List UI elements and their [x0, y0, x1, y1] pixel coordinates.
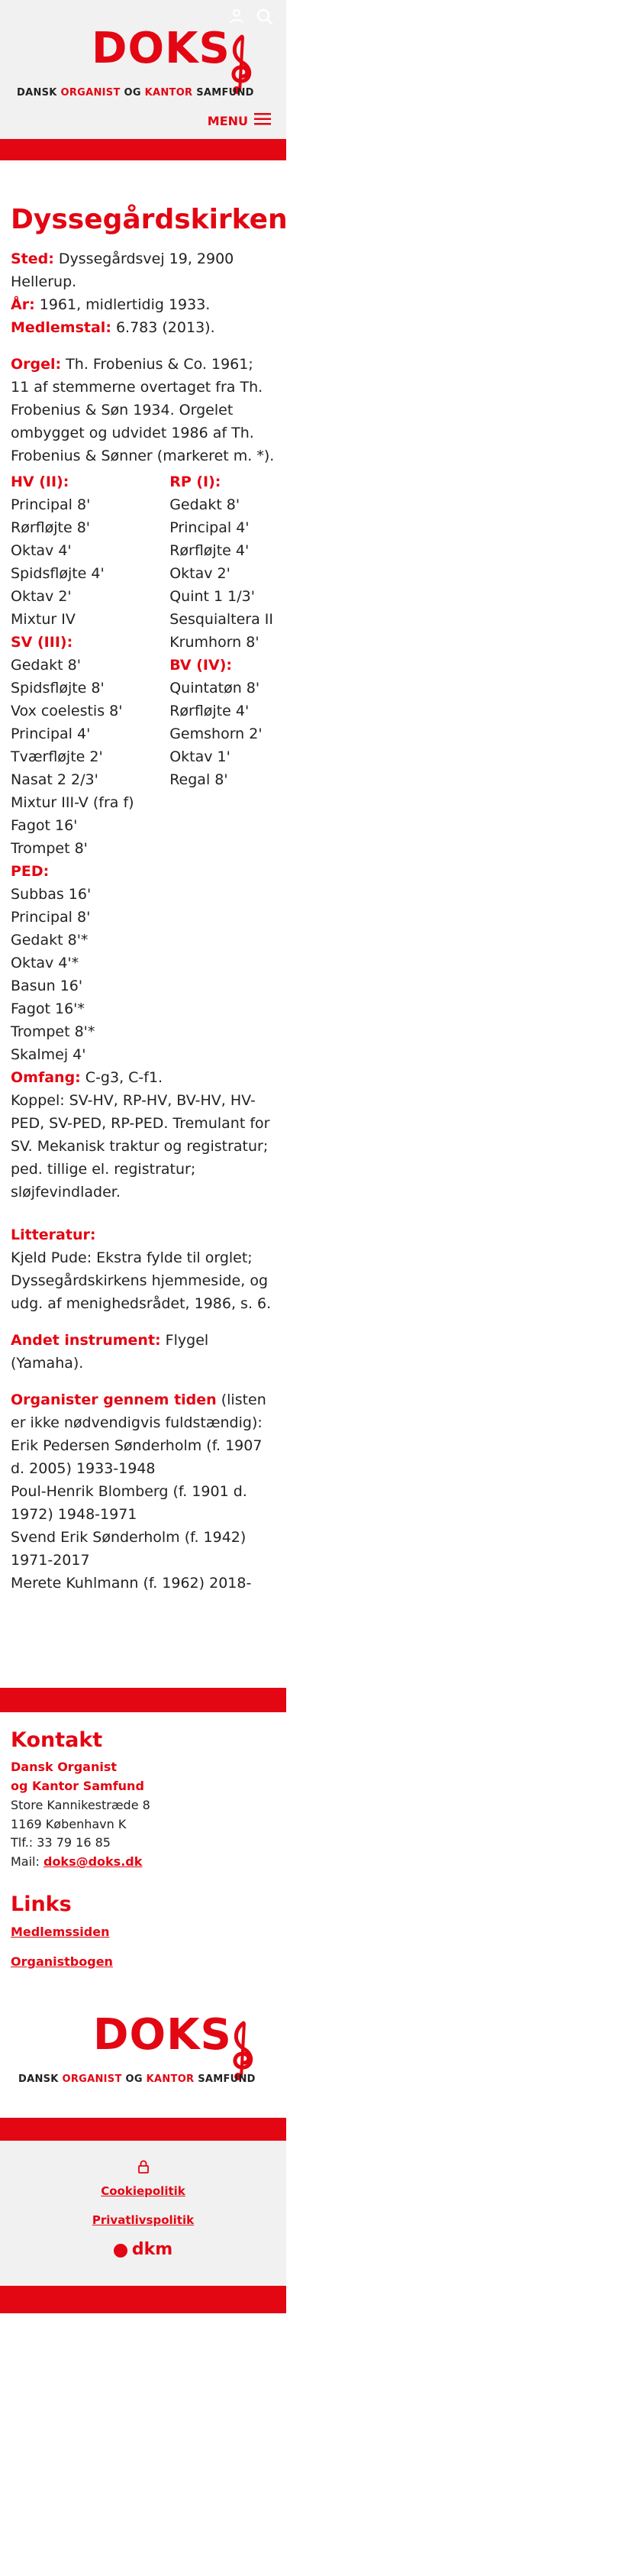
legal-section	[0, 2141, 286, 2286]
tagline-part: OG	[121, 2073, 147, 2086]
tagline-part: KANTOR	[146, 2073, 195, 2086]
instrument-label: Andet instrument:	[11, 1332, 161, 1349]
tagline-part: DANSK	[18, 2073, 63, 2086]
orgel-description	[11, 353, 276, 467]
stop-item: Gedakt 8'	[11, 656, 81, 674]
stop-item: Basun 16'	[11, 978, 83, 995]
stop-item: Vox coelestis 8'	[11, 702, 123, 719]
orgel-label: Orgel:	[11, 355, 62, 373]
stop-item: Principal 8'	[11, 496, 91, 513]
division-heading: PED:	[11, 863, 50, 880]
dkm-dot-icon	[114, 2244, 127, 2258]
link-organistbogen[interactable]: Organistbogen	[11, 1954, 113, 1970]
stop-item: Oktav 4'	[11, 541, 72, 559]
footer-logo[interactable]	[17, 2010, 269, 2098]
stop-item: Skalmej 4'	[11, 1046, 86, 1064]
division-heading: RP (I):	[169, 473, 221, 490]
logo-word: DOKS	[93, 2010, 232, 2060]
orgel-value: Th. Frobenius & Co. 1961; 11 af stemmerne overtaget fra Th. Frobenius & Søn 1934. Orgelet ombygget og udvidet 1986 af Th. Frobenius & Sønner (markeret m. *).	[11, 355, 275, 464]
stop-item: Tværfløjte 2'	[11, 748, 103, 765]
stop-item: Quintatøn 8'	[169, 679, 260, 697]
literature	[11, 1223, 276, 1315]
stop-item: Sesquialtera II	[169, 610, 273, 628]
logo-tagline	[17, 86, 254, 102]
main-content	[0, 160, 286, 1595]
stop-item: Trompet 8'	[11, 839, 88, 857]
lock-icon	[137, 2161, 150, 2177]
tagline-part: OG	[120, 87, 145, 99]
tagline-part: SAMFUND	[192, 87, 254, 99]
aar-fact	[11, 293, 276, 316]
stop-column-right	[169, 470, 276, 1066]
stop-item: Principal 4'	[169, 519, 250, 536]
sted-fact	[11, 247, 276, 293]
stop-item: Mixtur IV	[11, 610, 76, 628]
sted-value: Dyssegårdsvej 19, 2900 Hellerup.	[11, 250, 234, 290]
stop-item: Principal 8'	[11, 909, 91, 926]
organists-heading: Organister gennem tiden	[11, 1391, 217, 1409]
stop-item: Gemshorn 2'	[169, 725, 263, 742]
contact-heading: Kontakt	[11, 1728, 103, 1753]
menu-label: MENU	[207, 114, 248, 128]
site-header	[0, 0, 286, 139]
links-heading: Links	[11, 1892, 72, 1916]
organist-item: Svend Erik Sønderholm (f. 1942) 1971-2017	[11, 1529, 247, 1569]
stop-item: Nasat 2 2/3'	[11, 771, 98, 788]
site-logo[interactable]	[15, 24, 267, 108]
stop-item: Rørfløjte 8'	[11, 519, 90, 536]
privacy-policy-link[interactable]: Privatlivspolitik	[92, 2213, 195, 2228]
dkm-logo[interactable]	[114, 2237, 172, 2264]
stop-item: Oktav 1'	[169, 748, 230, 765]
tagline-part: KANTOR	[144, 87, 193, 99]
literature-line: Kjeld Pude: Ekstra fylde til orglet;	[11, 1249, 253, 1267]
division-heading: SV (III):	[11, 633, 73, 651]
mail-line	[11, 1854, 142, 1869]
aar-label: År:	[11, 296, 35, 313]
stop-item: Mixtur III-V (fra f)	[11, 793, 134, 811]
cookie-policy-link[interactable]: Cookiepolitik	[101, 2184, 185, 2199]
logo-tagline	[18, 2072, 256, 2088]
stop-item: Gedakt 8'	[169, 496, 240, 513]
footer-bar	[0, 2118, 286, 2141]
site-footer	[0, 1712, 286, 2098]
dkm-label: dkm	[131, 2240, 173, 2260]
stop-item: Oktav 4'*	[11, 955, 79, 972]
stop-column-left	[11, 470, 169, 1066]
stop-item: Fagot 16'	[11, 816, 78, 834]
literature-line: Dyssegårdskirkens hjemmeside, og udg. af menighedsrådet, 1986, s. 6.	[11, 1272, 272, 1313]
organists-note: (listen er ikke nødvendigvis fuldstændig):	[11, 1391, 266, 1432]
organist-item: Merete Kuhlmann (f. 1962) 2018-	[11, 1575, 252, 1592]
koppel-text: Koppel: SV-HV, RP-HV, BV-HV, HV-PED, SV-PED, RP-PED. Tremulant for SV. Mekanisk traktur og registratur; ped. tillige el. registratur; sløjfevindlader.	[11, 1092, 270, 1201]
omfang-value: C-g3, C-f1.	[80, 1069, 163, 1087]
tagline-part: ORGANIST	[60, 87, 121, 99]
omfang-label: Omfang:	[11, 1069, 81, 1087]
mail-link[interactable]: doks@doks.dk	[43, 1854, 143, 1870]
tagline-part: DANSK	[17, 87, 61, 99]
stop-item: Oktav 2'	[11, 587, 72, 605]
stop-item: Trompet 8'*	[11, 1023, 95, 1041]
stop-item: Rørfløjte 4'	[169, 541, 250, 559]
footer-divider	[0, 1688, 286, 1712]
mail-label: Mail:	[11, 1854, 44, 1870]
medlemstal-fact	[11, 316, 276, 339]
stop-item: Spidsfløjte 8'	[11, 679, 105, 697]
legal-icons	[0, 2157, 286, 2180]
stop-item: Fagot 16'*	[11, 1000, 85, 1018]
stop-list	[11, 470, 276, 1066]
stop-item: Rørfløjte 4'	[169, 702, 250, 719]
nav-bar	[0, 139, 286, 160]
org-name: og Kantor Samfund	[11, 1779, 144, 1794]
stop-item: Krumhorn 8'	[169, 633, 259, 651]
org-name: Dansk Organist	[11, 1760, 117, 1775]
stop-item: Spidsfløjte 4'	[11, 564, 105, 582]
instrument-fact	[11, 1329, 276, 1375]
hamburger-icon	[254, 112, 271, 131]
logo-word: DOKS	[92, 24, 230, 73]
city: 1169 København K	[11, 1816, 127, 1831]
instrument-value: Flygel (Yamaha).	[11, 1332, 209, 1372]
division-heading: BV (IV):	[169, 656, 232, 674]
literature-heading: Litteratur:	[11, 1227, 96, 1244]
organist-item: Poul-Henrik Blomberg (f. 1901 d. 1972) 1948-1971	[11, 1483, 247, 1524]
contact-address	[11, 1758, 276, 1872]
division-heading: HV (II):	[11, 473, 69, 490]
stop-item: Gedakt 8'*	[11, 932, 89, 949]
stop-item: Subbas 16'	[11, 886, 92, 903]
omfang-fact	[11, 1066, 276, 1089]
link-medlemssiden[interactable]: Medlemssiden	[11, 1924, 110, 1939]
page-title: Dyssegårdskirken	[11, 204, 288, 235]
organists-intro	[11, 1388, 276, 1434]
phone: Tlf.: 33 79 16 85	[11, 1835, 111, 1850]
organist-item: Erik Pedersen Sønderholm (f. 1907 d. 2005) 1933-1948	[11, 1437, 263, 1478]
stop-item: Principal 4'	[11, 725, 91, 742]
menu-button[interactable]	[208, 112, 271, 131]
bottom-bar	[0, 2286, 286, 2313]
aar-value: 1961, midlertidig 1933.	[34, 296, 211, 313]
street: Store Kannikestræde 8	[11, 1797, 150, 1812]
stop-item: Regal 8'	[169, 771, 228, 788]
medlemstal-label: Medlemstal:	[11, 318, 111, 336]
stop-item: Oktav 2'	[169, 564, 230, 582]
stop-item: Quint 1 1/3'	[169, 587, 255, 605]
sted-label: Sted:	[11, 250, 54, 267]
medlemstal-value: 6.783 (2013).	[111, 318, 215, 336]
tagline-part: ORGANIST	[62, 2073, 122, 2086]
tagline-part: SAMFUND	[194, 2073, 256, 2086]
